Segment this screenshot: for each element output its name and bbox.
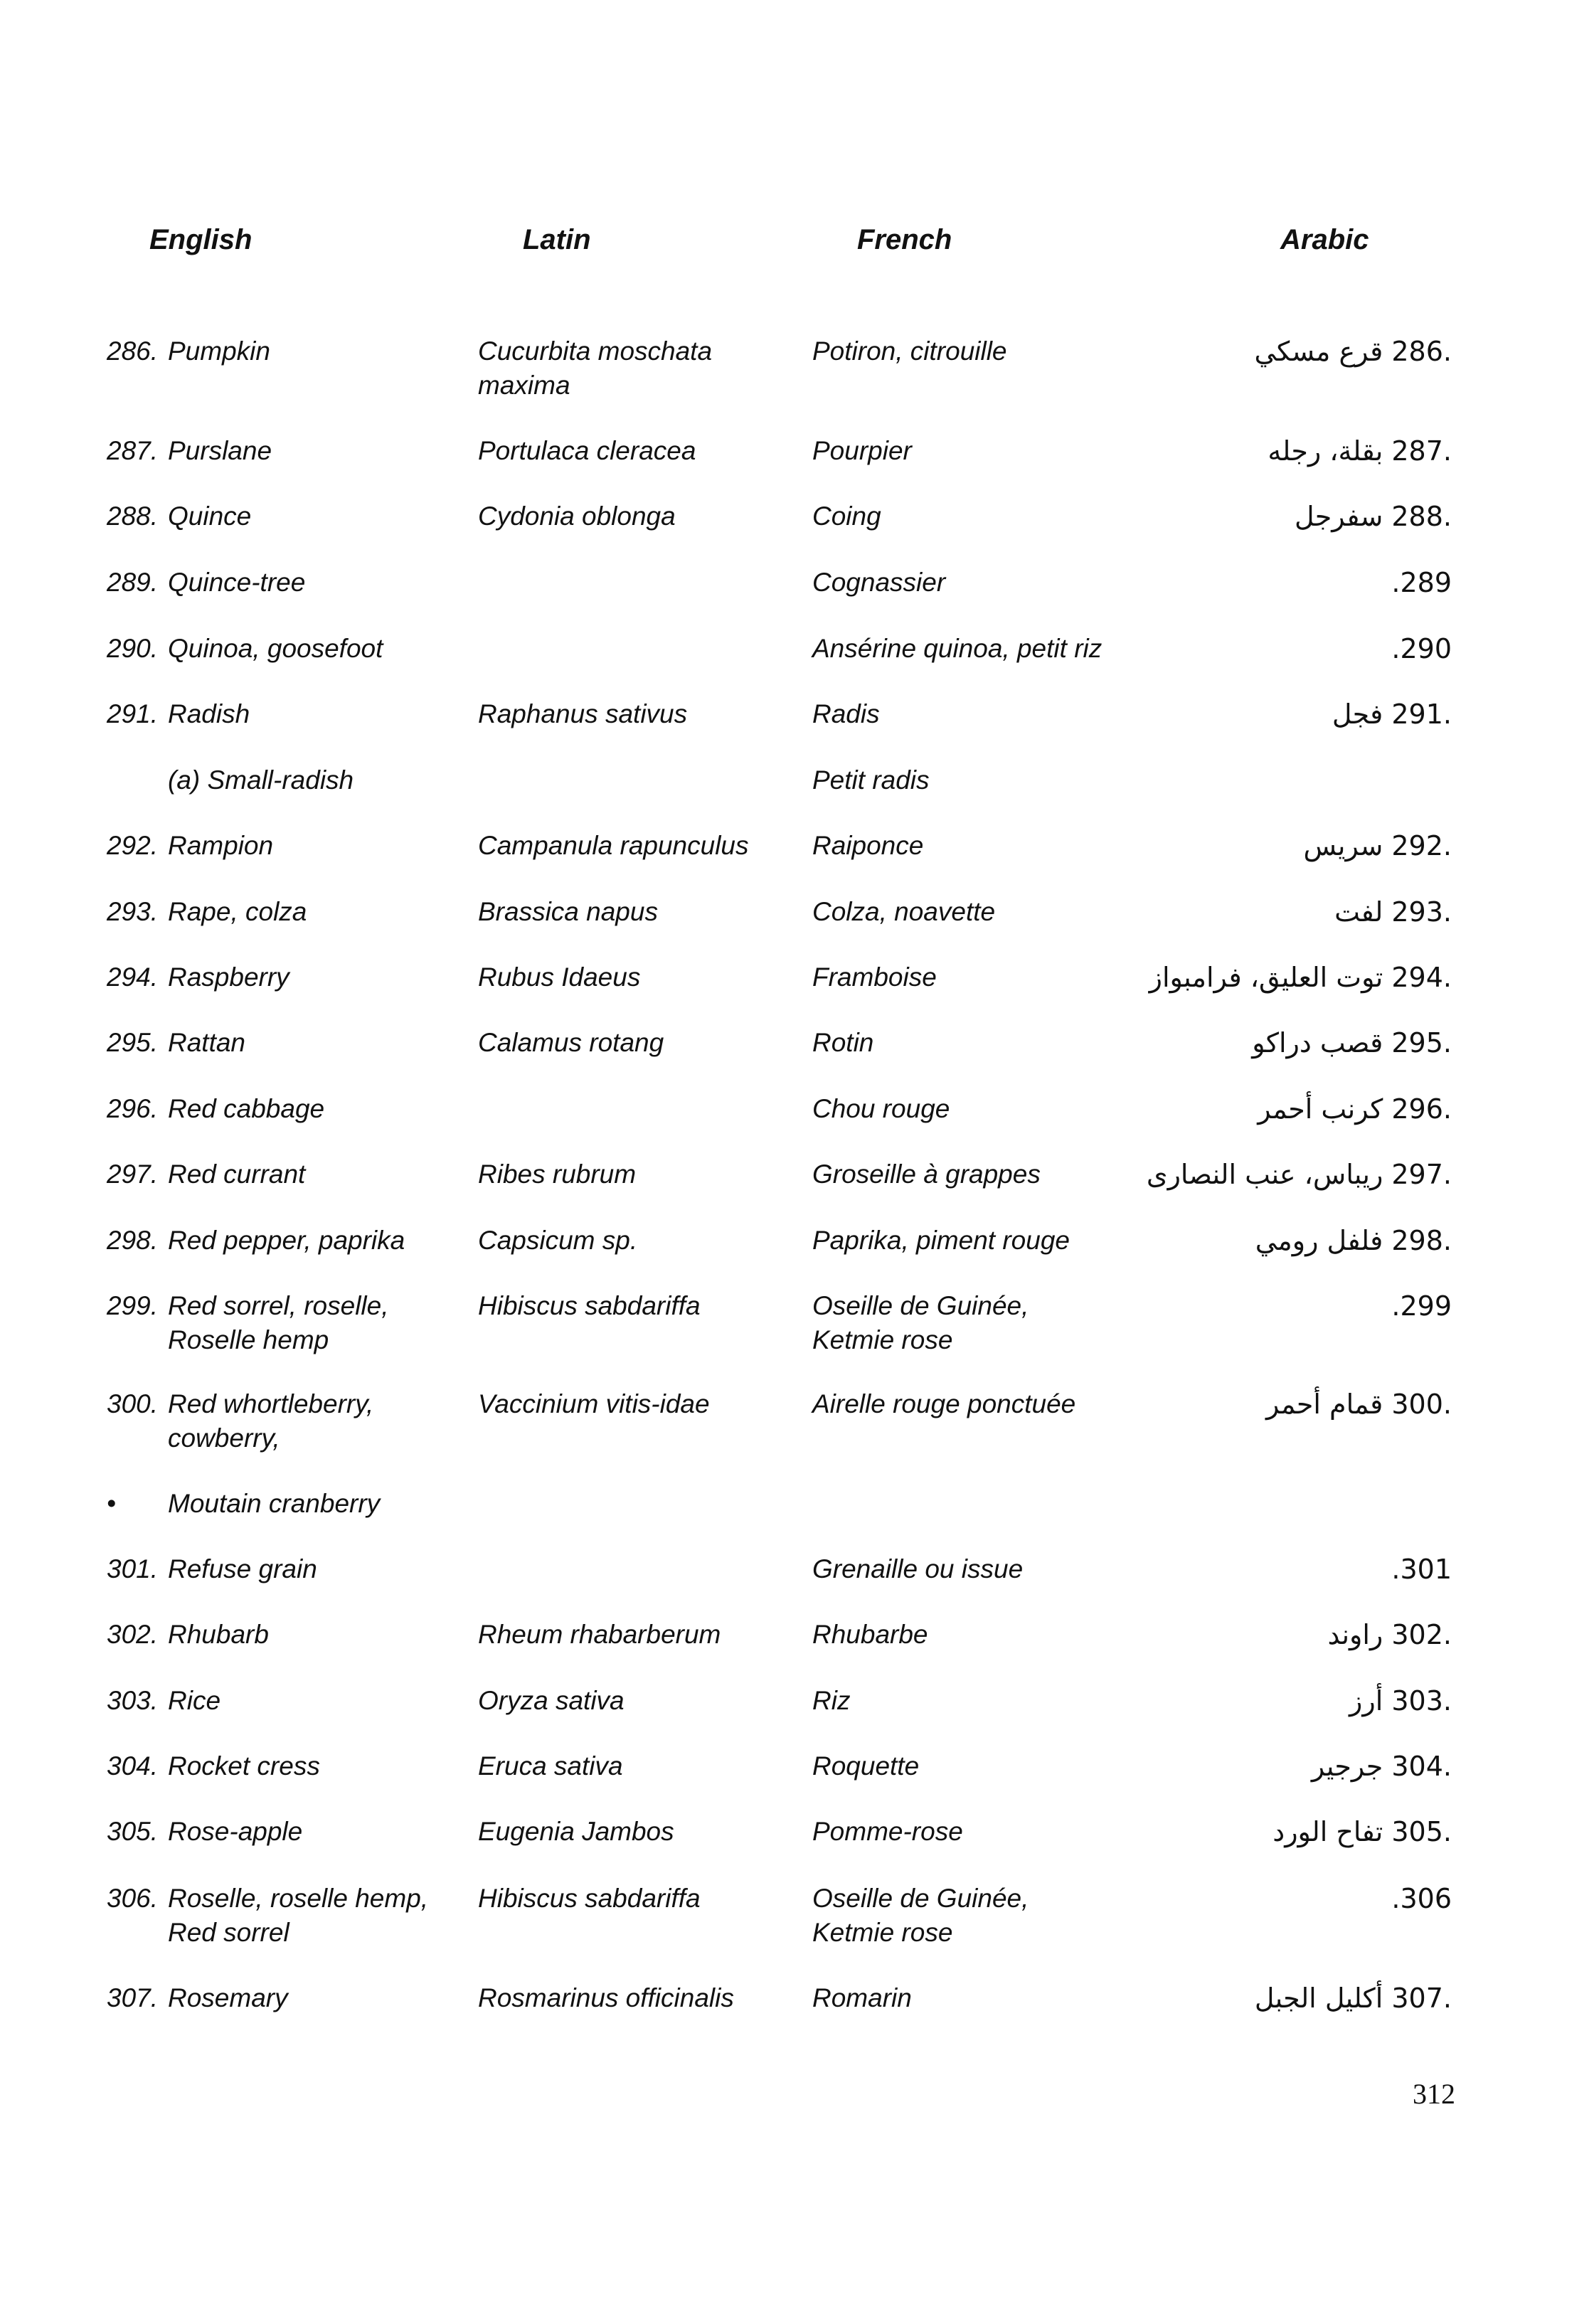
english-text: cowberry, [168,1423,280,1453]
latin-text: Hibiscus sabdariffa [478,1884,701,1913]
french-text: Radis [812,699,880,728]
entry-number: 297. [107,1160,159,1189]
latin-text: Cydonia oblonga [478,502,676,531]
header-arabic: Arabic [1280,224,1369,255]
french-text: Romarin [812,1983,912,2012]
arabic-term: .294 توت العليق، فرامبواز [1149,962,1452,993]
english-text: Pumpkin [168,336,270,366]
french-text: Ketmie rose [812,1918,953,1947]
english-text: Roselle, roselle hemp, [168,1884,429,1913]
latin-name [478,1387,812,1421]
arabic-term: .292 سريس [1303,830,1452,861]
english-term [107,1289,477,1357]
latin-text: Rheum rhabarberum [478,1620,721,1649]
french-text: Cognassier [812,568,946,597]
latin-text: Hibiscus sabdariffa [478,1291,701,1320]
latin-name [478,1026,812,1060]
english-term [107,499,477,534]
header-english: English [149,224,253,255]
french-text: Chou rouge [812,1094,950,1123]
entry-number: 290. [107,634,159,663]
latin-text: Rosmarinus officinalis [478,1983,734,2012]
english-term [107,434,477,468]
page-number: 312 [1413,2078,1455,2110]
english-text: Rosemary [168,1983,288,2012]
latin-text: Raphanus sativus [478,699,688,728]
latin-name [478,1157,812,1192]
english-text: Red cabbage [168,1094,325,1123]
latin-text: Vaccinium vitis-idae [478,1389,710,1418]
entry-number: • [107,1489,116,1518]
latin-name [478,434,812,468]
english-text: Red sorrel, roselle, [168,1291,389,1320]
english-text: Moutain cranberry [168,1489,381,1518]
french-text: Colza, noavette [812,897,996,926]
latin-name [478,895,812,929]
latin-name [478,1289,812,1323]
english-term [107,632,477,666]
english-text: Red whortleberry, [168,1389,374,1418]
arabic-term: .303 أرز [1349,1685,1452,1717]
arabic-term: .290 [1391,633,1452,664]
french-text: Framboise [812,962,937,992]
french-text: Paprika, piment rouge [812,1226,1070,1255]
latin-text: Capsicum sp. [478,1226,638,1255]
french-text: Coing [812,502,881,531]
entry-number: 302. [107,1620,159,1649]
arabic-term: .289 [1391,567,1452,598]
english-term [107,697,477,731]
english-text: Quince [168,502,252,531]
english-term [107,1882,477,1950]
latin-name [478,960,812,994]
entry-number: 291. [107,699,159,728]
arabic-term: .297 ريباس، عنب النصارى [1146,1159,1452,1190]
latin-text: Portulaca cleracea [478,436,696,465]
arabic-term: .306 [1391,1883,1452,1914]
english-text: Roselle hemp [168,1325,329,1354]
arabic-term: .299 [1391,1290,1452,1322]
latin-text: Eruca sativa [478,1751,623,1781]
english-text: Rose-apple [168,1817,303,1846]
french-text: Riz [812,1686,851,1715]
latin-name [478,1882,812,1916]
english-term [107,1092,477,1126]
arabic-term: .305 تفاح الورد [1272,1816,1452,1847]
french-text: Roquette [812,1751,920,1781]
latin-text: Calamus rotang [478,1028,664,1057]
latin-name [478,1618,812,1652]
arabic-term: .301 [1391,1554,1452,1585]
latin-name [478,1684,812,1718]
latin-text: Brassica napus [478,897,658,926]
english-term [107,1618,477,1652]
english-text: Rice [168,1686,221,1715]
arabic-term: .293 لفت [1334,896,1452,928]
arabic-term: .296 كرنب أحمر [1258,1093,1452,1125]
entry-number: 296. [107,1094,159,1123]
latin-text: Cucurbita moschata [478,336,713,366]
english-term [107,829,477,863]
latin-name [478,334,812,403]
latin-name [478,829,812,863]
arabic-term: .287 بقلة، رجله [1268,435,1452,467]
english-term [107,566,477,600]
french-text: Raiponce [812,831,924,860]
english-text: Quince-tree [168,568,306,597]
english-text: Purslane [168,436,272,465]
entry-number: 292. [107,831,159,860]
column-headers [0,224,1594,267]
english-term [107,1157,477,1192]
header-latin: Latin [523,224,591,255]
entry-number: 304. [107,1751,159,1781]
french-text: Grenaille ou issue [812,1554,1024,1583]
entry-number: 289. [107,568,159,597]
french-text: Ansérine quinoa, petit riz [812,634,1102,663]
entry-number: 286. [107,336,159,366]
english-text: Red currant [168,1160,306,1189]
french-text: Petit radis [812,765,930,795]
french-term [812,763,1253,797]
entry-number: 307. [107,1983,159,2012]
entry-number: 293. [107,897,159,926]
french-text: Ketmie rose [812,1325,953,1354]
latin-name [478,697,812,731]
latin-text: Campanula rapunculus [478,831,749,860]
english-text: Rape, colza [168,897,307,926]
english-term [107,960,477,994]
english-text: Raspberry [168,962,289,992]
english-text: Refuse grain [168,1554,317,1583]
arabic-term: .298 فلفل رومي [1255,1225,1452,1256]
english-term [107,1552,477,1586]
english-text: (a) Small-radish [168,765,354,795]
english-text: Rattan [168,1028,246,1057]
latin-name [478,1749,812,1783]
arabic-term: .302 راوند [1327,1619,1452,1650]
french-text: Oseille de Guinée, [812,1291,1029,1320]
entry-number: 295. [107,1028,159,1057]
latin-text: Ribes rubrum [478,1160,637,1189]
english-term [107,1749,477,1783]
entry-number: 306. [107,1884,159,1913]
latin-name [478,1981,812,2015]
french-text: Oseille de Guinée, [812,1884,1029,1913]
latin-text: Rubus Idaeus [478,962,641,992]
english-term [107,1026,477,1060]
english-text: Rhubarb [168,1620,269,1649]
latin-name [478,1815,812,1849]
entry-number: 301. [107,1554,159,1583]
english-text: Rocket cress [168,1751,320,1781]
english-text: Radish [168,699,250,728]
french-text: Potiron, citrouille [812,336,1007,366]
entry-number: 300. [107,1389,159,1418]
english-term [107,1387,477,1455]
entry-number: 299. [107,1291,159,1320]
arabic-term: .291 فجل [1332,699,1452,730]
english-term [107,1981,477,2015]
arabic-term: .288 سفرجل [1294,501,1452,532]
english-term [107,1815,477,1849]
english-term [107,1684,477,1718]
arabic-term: .304 جرجير [1311,1751,1452,1782]
english-text: Rampion [168,831,274,860]
english-text: Red sorrel [168,1918,289,1947]
latin-name [478,499,812,534]
english-term [107,1224,477,1258]
arabic-term: .307 أكليل الجبل [1254,1983,1452,2014]
arabic-term: .300 قمام أحمر [1265,1389,1452,1420]
arabic-term: .295 قصب دراكو [1252,1027,1452,1058]
entry-number: 303. [107,1686,159,1715]
latin-text: maxima [478,371,570,400]
english-text: Quinoa, goosefoot [168,634,383,663]
french-text: Pomme-rose [812,1817,963,1846]
entry-number: 287. [107,436,159,465]
header-french: French [857,224,952,255]
latin-text: Oryza sativa [478,1686,625,1715]
english-term [107,1487,477,1521]
english-term [107,763,477,797]
english-term [107,895,477,929]
entry-number: 298. [107,1226,159,1255]
english-term [107,334,477,368]
arabic-term: .286 قرع مسكي [1254,336,1452,367]
entry-number: 294. [107,962,159,992]
french-text: Groseille à grappes [812,1160,1041,1189]
french-text: Airelle rouge ponctuée [812,1389,1076,1418]
latin-text: Eugenia Jambos [478,1817,674,1846]
french-text: Rotin [812,1028,874,1057]
french-text: Pourpier [812,436,912,465]
french-text: Rhubarbe [812,1620,928,1649]
latin-name [478,1224,812,1258]
entry-number: 305. [107,1817,159,1846]
entry-number: 288. [107,502,159,531]
english-text: Red pepper, paprika [168,1226,405,1255]
